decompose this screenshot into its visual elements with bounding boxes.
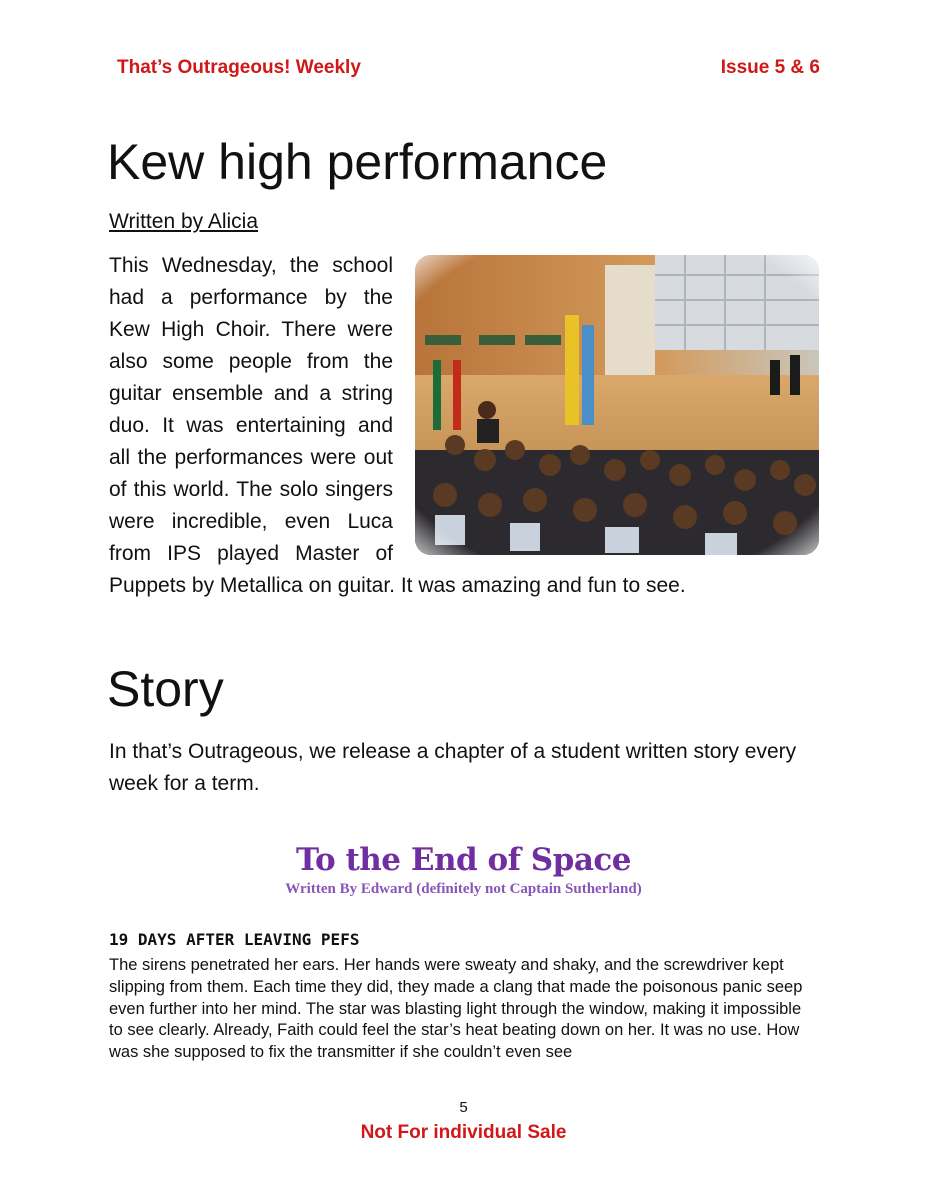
article-body xyxy=(109,250,819,602)
story-section-title: Story xyxy=(107,661,224,717)
issue-number: Issue 5 & 6 xyxy=(720,57,820,78)
photo-illustration xyxy=(415,255,819,555)
story-title: To the End of Space xyxy=(295,842,632,878)
story-intro: In that’s Outrageous, we release a chapter of a student written story every week for a term. xyxy=(109,740,797,795)
chapter-heading: 19 DAYS AFTER LEAVING PEFS xyxy=(109,930,360,949)
publication-name: That’s Outrageous! Weekly xyxy=(117,57,361,78)
footer-notice: Not For individual Sale xyxy=(360,1122,567,1143)
story-author: Written By Edward (definitely not Captain Sutherland) xyxy=(285,881,642,897)
article-title: Kew high performance xyxy=(107,134,608,190)
choir-performance-photo xyxy=(415,255,819,555)
article-text: This Wednesday, the school had a performance by the Kew High Choir. There were also some people from the guitar ensemble and a string duo. It was entertaining and all the performances were out of this world. The solo singers were incredible, even Luca from IPS played Master of Puppets by Metallica on guitar. It was amazing and fun to see. xyxy=(109,254,686,597)
chapter-text: The sirens penetrated her ears. Her hands were sweaty and shaky, and the screwdriver kept slipping from them. Each time they did, they made a clang that made the poisonous panic seep even further into her mind. The star was blasting light through the window, making it impossible to see clearly. Already, Faith could feel the star’s heat beating down on her. It was no use. How was she supposed to fix the transmitter if she couldn’t even see xyxy=(109,956,803,1062)
page-number: 5 xyxy=(459,1099,468,1116)
article-byline: Written by Alicia xyxy=(109,210,258,233)
